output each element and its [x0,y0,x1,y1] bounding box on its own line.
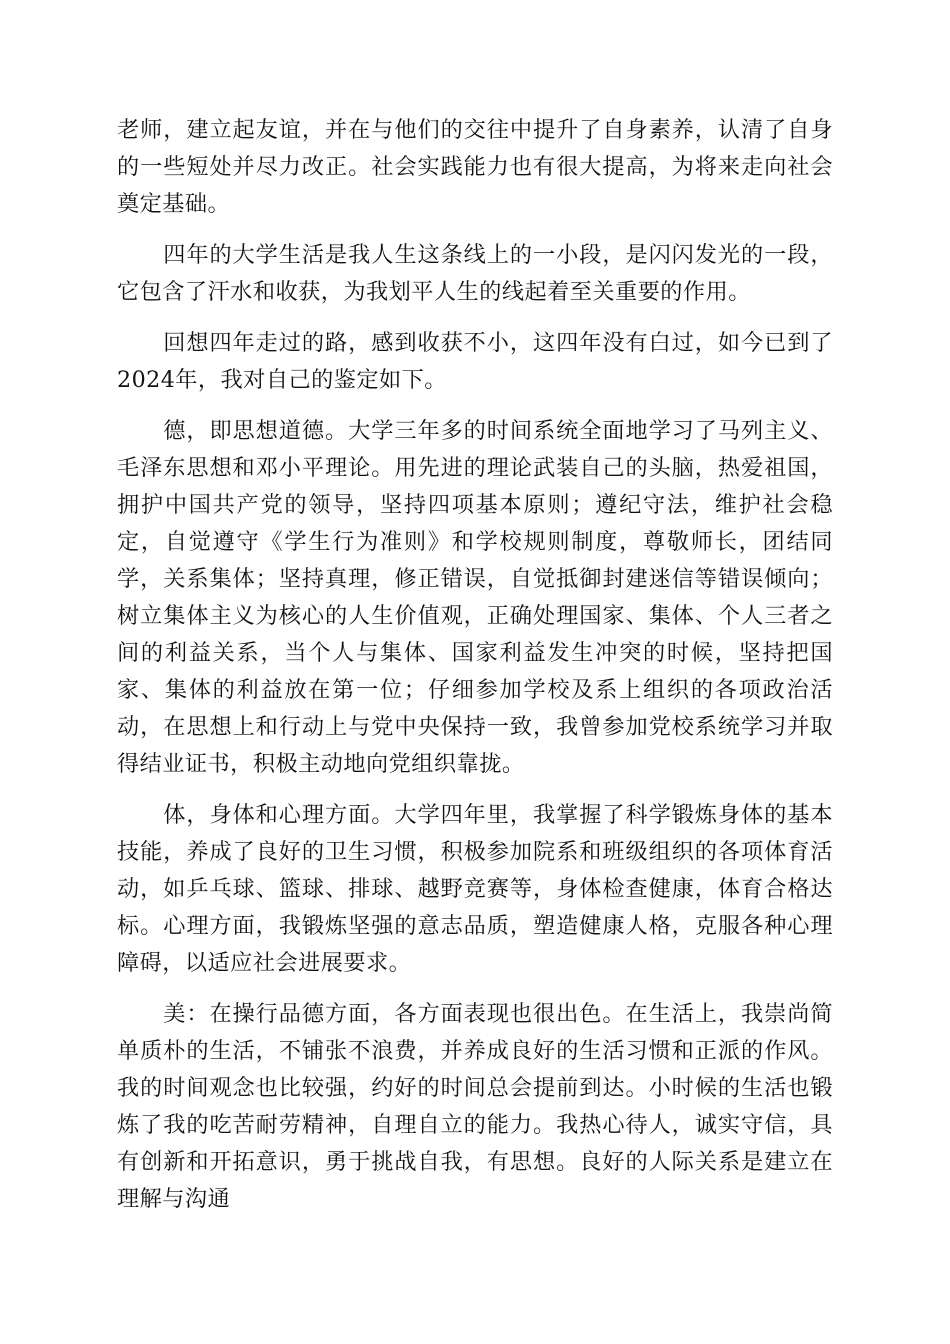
paragraph-continuation: 老师，建立起友谊，并在与他们的交往中提升了自身素养，认清了自身的一些短处并尽力改正。社会实践能力也有很大提高，为将来走向社会奠定基础。 [117,117,833,217]
paragraph-morality: 德，即思想道德。大学三年多的时间系统全面地学习了马列主义、毛泽东思想和邓小平理论。用先进的理论武装自己的头脑，热爱祖国，拥护中国共产党的领导，坚持四项基本原则；遵纪守法，维护社会稳定，自觉遵守《学生行为准则》和学校规则制度，尊敬师长，团结同学，关系集体；坚持真理，修正错误，自觉抵御封建迷信等错误倾向；树立集体主义为核心的人生价值观，正确处理国家、集体、个人三者之间的利益关系，当个人与集体、国家利益发生冲突的时候，坚持把国家、集体的利益放在第一位；仔细参加学校及系上组织的各项政治活动，在思想上和行动上与党中央保持一致，我曾参加党校系统学习并取得结业证书，积极主动地向党组织靠拢。 [117,418,833,777]
paragraph-university-life: 四年的大学生活是我人生这条线上的一小段，是闪闪发光的一段，它包含了汗水和收获，为我划平人生的线起着至关重要的作用。 [117,242,833,305]
paragraph-self-appraisal-intro: 回想四年走过的路，感到收获不小，这四年没有白过，如今已到了2024年，我对自己的鉴定如下。 [117,330,833,393]
paragraph-conduct: 美：在操行品德方面，各方面表现也很出色。在生活上，我崇尚简单质朴的生活，不铺张不浪费，并养成良好的生活习惯和正派的作风。我的时间观念也比较强，约好的时间总会提前到达。小时候的生活也锻炼了我的吃苦耐劳精神，自理自立的能力。我热心待人，诚实守信，具有创新和开拓意识，勇于挑战自我，有思想。良好的人际关系是建立在理解与沟通 [117,1001,833,1212]
paragraph-physical-mental: 体，身体和心理方面。大学四年里，我掌握了科学锻炼身体的基本技能，养成了良好的卫生习惯，积极参加院系和班级组织的各项体育活动，如乒乓球、篮球、排球、越野竞赛等，身体检查健康，体育合格达标。心理方面，我锻炼坚强的意志品质，塑造健康人格，克服各种心理障碍，以适应社会进展要求。 [117,802,833,976]
document-body [117,112,833,1218]
